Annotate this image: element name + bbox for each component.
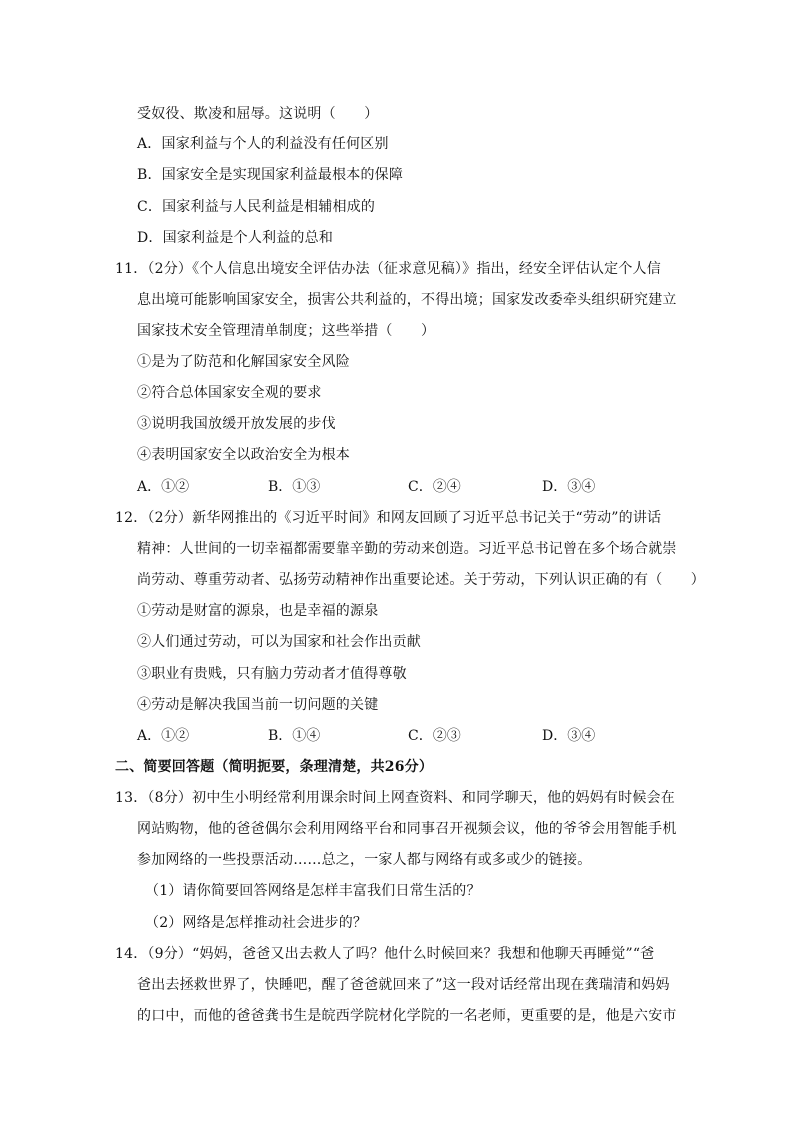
- q11-choice-d: D．③④: [542, 479, 596, 495]
- q13-stem-line-3: 参加网络的一些投票活动……总之，一家人都与网络有或多或少的链接。: [137, 852, 592, 868]
- q11-statement-2: ②符合总体国家安全观的要求: [137, 385, 322, 401]
- q11-choices: [137, 477, 657, 497]
- q14-stem-line-2: 爸出去拯救世界了，快睡吧，醒了爸爸就回来了”这一段对话经常出现在龚瑞清和妈妈: [137, 977, 670, 993]
- q12-choice-d: D．③④: [542, 728, 596, 744]
- q11-choice-b: B．①③: [268, 479, 321, 495]
- q11-statement-3: ③说明我国放缓开放发展的步伐: [137, 416, 336, 432]
- q12-statement-3: ③职业有贵贱，只有脑力劳动者才值得尊敬: [137, 666, 407, 682]
- q10-option-b: B．国家安全是实现国家利益最根本的保障: [137, 167, 404, 183]
- q12-choice-b: B．①④: [268, 728, 321, 744]
- section-2-heading: 二、简要回答题（简明扼要，条理清楚，共26分）: [115, 759, 434, 775]
- q13-stem-line-2: 网站购物，他的爸爸偶尔会利用网络平台和同事召开视频会议，他的爷爷会用智能手机: [137, 821, 677, 837]
- q10-option-d: D．国家利益是个人利益的总和: [137, 230, 334, 246]
- q12-stem-line-1: 12．（2分）新华网推出的《习近平时间》和网友回顾了习近平总书记关于“劳动”的讲话: [115, 510, 662, 526]
- q13-stem-line-1: 13．（8分）初中生小明经常利用课余时间上网查资料、和同学聊天，他的妈妈有时候会在: [115, 790, 675, 806]
- q11-statement-1: ①是为了防范和化解国家安全风险: [137, 354, 350, 370]
- q13-subquestion-1: （1）请你简要回答网络是怎样丰富我们日常生活的？: [145, 883, 481, 899]
- q12-stem-line-2: 精神：人世间的一切幸福都需要靠辛勤的劳动来创造。习近平总书记曾在多个场合就崇: [137, 541, 677, 557]
- q12-statement-2: ②人们通过劳动，可以为国家和社会作出贡献: [137, 634, 421, 650]
- q13-subquestion-2: （2）网络是怎样推动社会进步的？: [145, 915, 368, 931]
- q11-stem-line-3: 国家技术安全管理清单制度；这些举措（ ）: [137, 323, 436, 339]
- q12-statement-4: ④劳动是解决我国当前一切问题的关键: [137, 697, 379, 713]
- q11-choice-c: C．②④: [408, 479, 461, 495]
- q12-choice-a: A．①②: [137, 728, 190, 744]
- q11-choice-a: A．①②: [137, 479, 190, 495]
- q12-statement-1: ①劳动是财富的源泉，也是幸福的源泉: [137, 603, 379, 619]
- q14-stem-line-1: 14．（9分）“妈妈，爸爸又出去救人了吗？他什么时候回来？我想和他聊天再睡觉”“爸: [115, 946, 655, 962]
- q11-statement-4: ④表明国家安全以政治安全为根本: [137, 447, 350, 463]
- q11-stem-line-1: 11．（2分）《个人信息出境安全评估办法（征求意见稿）》指出，经安全评估认定个人信: [115, 261, 661, 277]
- q12-choices: [137, 726, 657, 746]
- q12-choice-c: C．②③: [408, 728, 461, 744]
- q11-stem-line-2: 息出境可能影响国家安全，损害公共利益的，不得出境；国家发改委牵头组织研究建立: [137, 292, 677, 308]
- q10-option-c: C．国家利益与人民利益是相辅相成的: [137, 199, 376, 215]
- q14-stem-line-3: 的口中，而他的爸爸龚书生是皖西学院材化学院的一名老师，更重要的是，他是六安市: [137, 1008, 677, 1024]
- q10-option-a: A．国家利益与个人的利益没有任何区别: [137, 136, 389, 152]
- q12-stem-line-3: 尚劳动、尊重劳动者、弘扬劳动精神作出重要论述。关于劳动，下列认识正确的有（ ）: [137, 572, 705, 588]
- q10-stem-line: 受奴役、欺凌和屈辱。这说明（ ）: [137, 106, 379, 122]
